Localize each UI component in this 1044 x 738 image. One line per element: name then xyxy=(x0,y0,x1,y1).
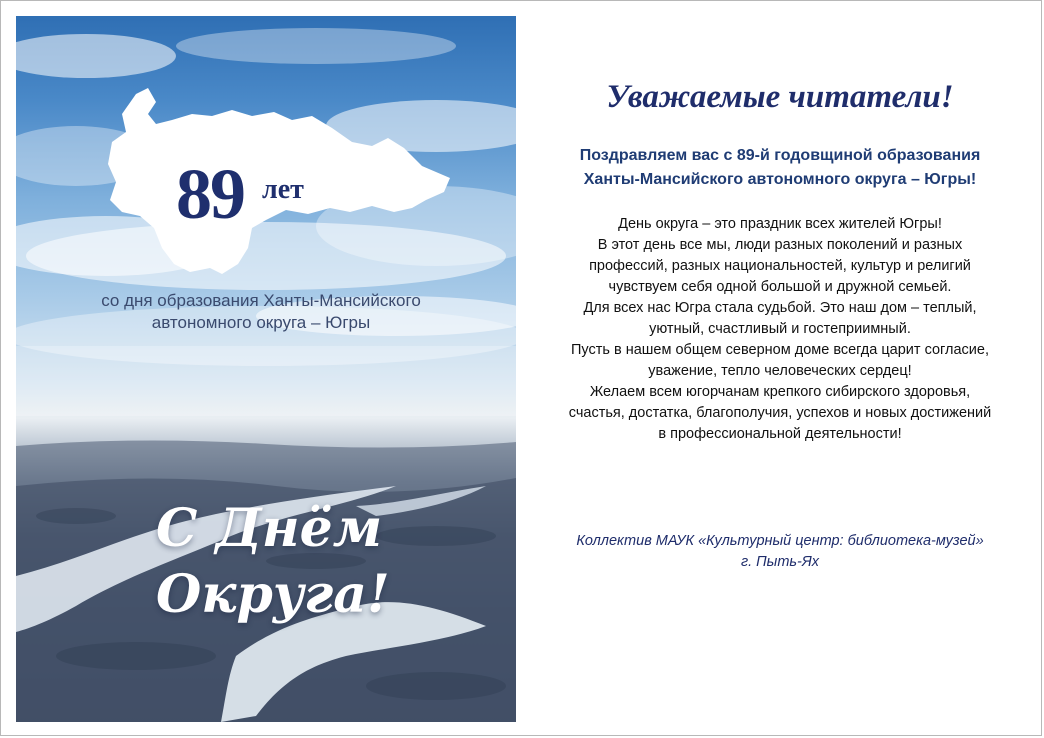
signature-line: Коллектив МАУК «Культурный центр: библиотека-музей» xyxy=(576,533,984,549)
letter-body xyxy=(530,214,1030,445)
signature-city: г. Пыть-Ях xyxy=(740,554,820,570)
letter-signature xyxy=(530,531,1030,573)
poster-subtitle-line: со дня образования Ханты-Мансийского xyxy=(101,291,421,310)
letter-body-line: Пусть в нашем общем северном доме всегда царит согласие, xyxy=(571,342,989,358)
letter-subtitle-line: Поздравляем вас с 89-й годовщиной образования xyxy=(579,147,981,164)
letter-body-line: В этот день все мы, люди разных поколений и разных xyxy=(597,237,963,253)
years-label: лет xyxy=(262,174,304,205)
poster-subtitle-line: автономного округа – Югры xyxy=(151,313,371,332)
letter-body-line: счастья, достатка, благополучия, успехов и новых достижений xyxy=(568,405,992,421)
letter-body-line: уважение, тепло человеческих сердец! xyxy=(648,363,912,379)
greeting-letter xyxy=(530,70,1030,573)
letter-subtitle xyxy=(530,144,1030,192)
anniversary-number: 89 xyxy=(176,154,244,234)
letter-subtitle-line: Ханты-Мансийского автономного округа – Югры! xyxy=(583,171,977,188)
poster-greeting-line: Округа! xyxy=(156,564,390,625)
poster-greeting-line: С Днём xyxy=(156,498,383,559)
letter-title: Уважаемые читатели! xyxy=(606,79,954,115)
poster-greeting xyxy=(156,496,390,628)
letter-body-line: Для всех нас Югра стала судьбой. Это наш дом – теплый, xyxy=(583,300,977,316)
letter-body-line: уютный, счастливый и гостеприимный. xyxy=(649,321,911,337)
poster-subtitle xyxy=(76,290,446,334)
anniversary-poster xyxy=(16,16,516,722)
letter-body-line: День округа – это праздник всех жителей Югры! xyxy=(618,216,942,232)
letter-body-line: чувствуем себя одной большой и дружной семьей. xyxy=(608,279,952,295)
letter-body-line: Желаем всем югорчанам крепкого сибирского здоровья, xyxy=(589,384,971,400)
letter-body-line: профессий, разных национальностей, культур и религий xyxy=(589,258,971,274)
letter-body-line: в профессиональной деятельности! xyxy=(658,426,902,442)
